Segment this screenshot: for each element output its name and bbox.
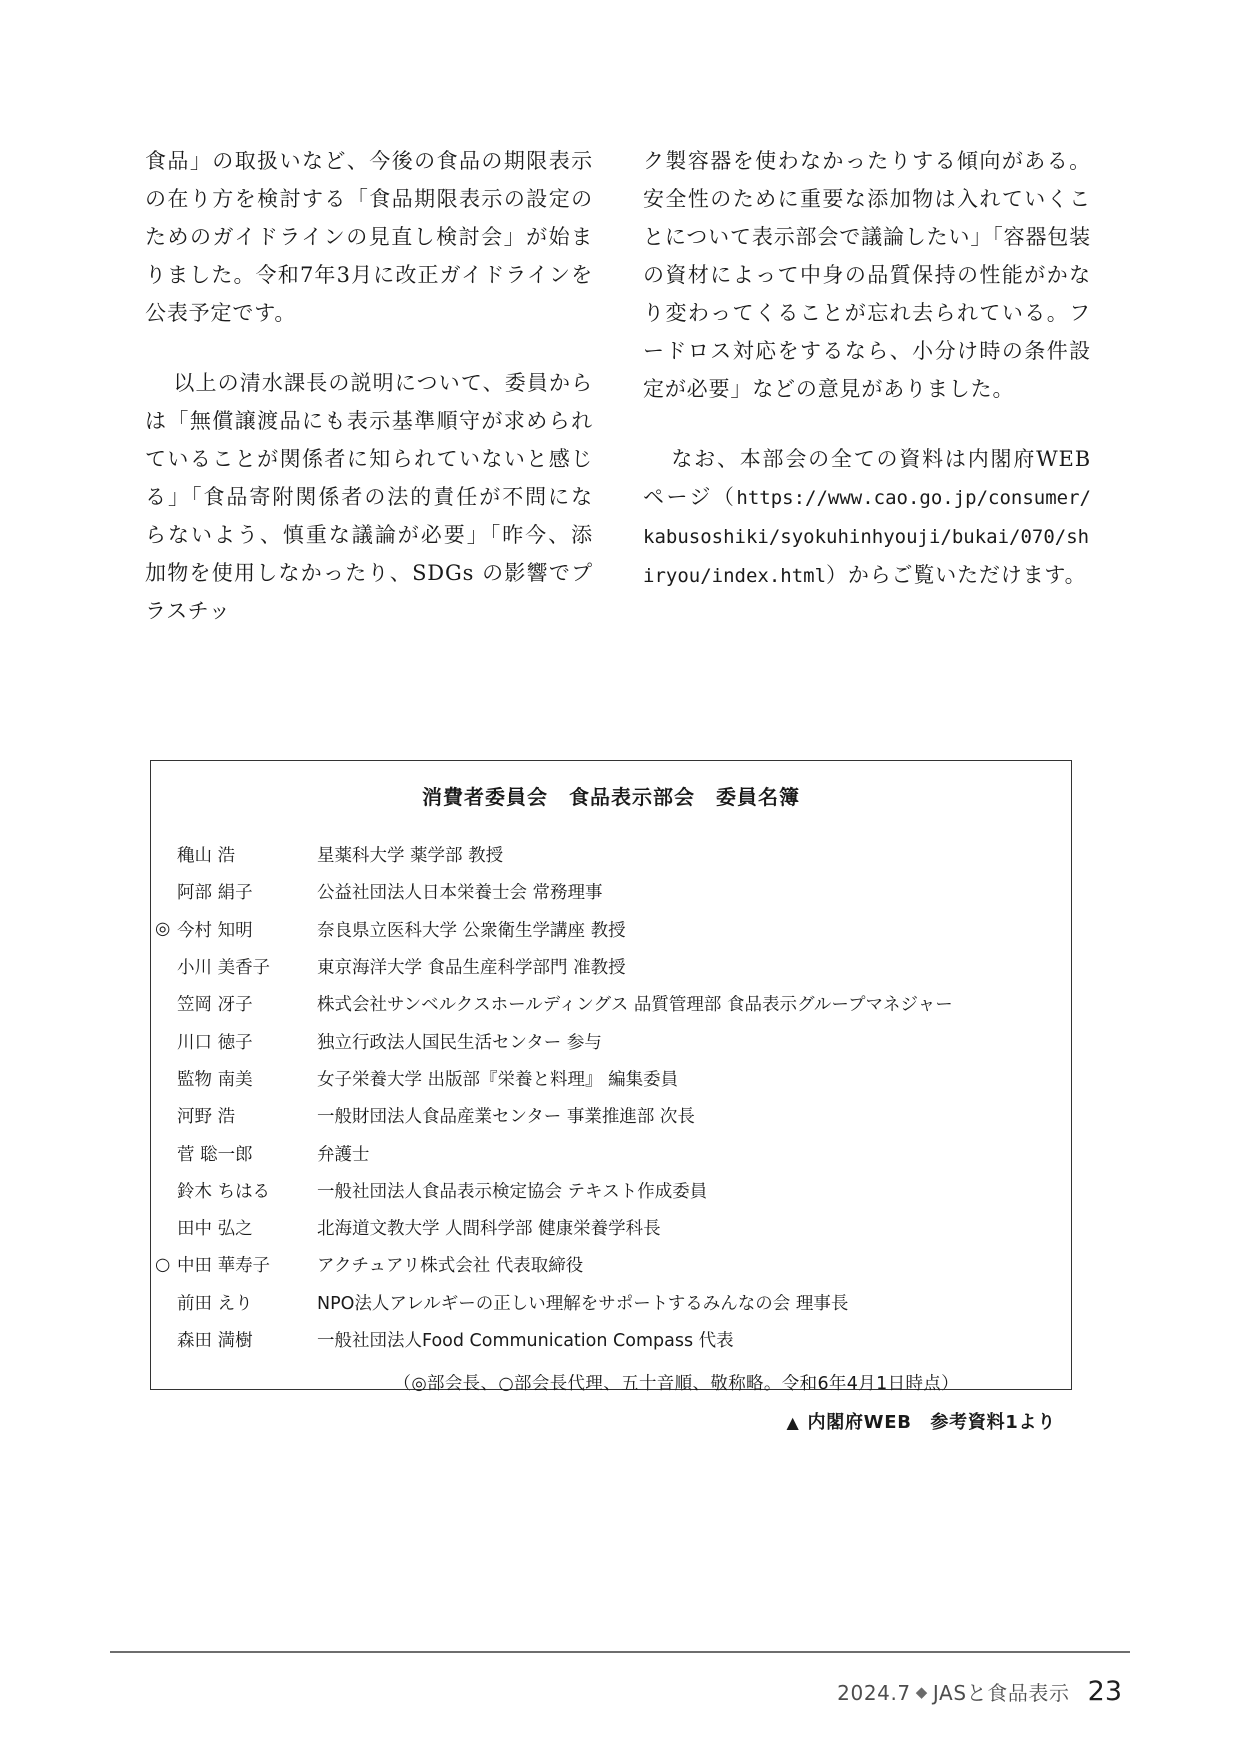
member-affiliation: 一般社団法人Food Communication Compass 代表	[317, 1331, 734, 1351]
member-name: 監物 南美	[177, 1069, 253, 1090]
paragraph-opinions-continued: ク製容器を使わなかったりする傾向がある。安全性のために重要な添加物は入れていくことについて表示部会で議論したい」「容器包装の資材によって中身の品質保持の性能がかなり変わってくることが忘れ去られている。フードロス対応をするなら、小分け時の条件設定が必要」などの意見がありました。	[643, 149, 1091, 401]
roster-row	[151, 911, 1071, 948]
roster-row	[151, 1321, 1071, 1358]
chair-marker: ◎	[155, 919, 171, 940]
member-name: 菅 聡一郎	[177, 1144, 253, 1165]
footer-issue: 2024.7	[837, 1681, 911, 1705]
page-number: 23	[1087, 1676, 1122, 1707]
member-affiliation: 一般社団法人食品表示検定協会 テキスト作成委員	[317, 1181, 708, 1202]
member-affiliation: 一般財団法人食品産業センター 事業推進部 次長	[317, 1107, 695, 1128]
member-affiliation: 独立行政法人国民生活センター 参与	[317, 1032, 602, 1053]
triangle-marker-icon: ▲	[786, 1413, 800, 1432]
cao-website-url: https://www.cao.go.jp/consumer/kabusoshiki/syokuhinhyouji/bukai/070/shiryou/index.html	[643, 487, 1091, 587]
chair-marker: ○	[155, 1254, 171, 1275]
member-name: 笠岡 冴子	[177, 995, 253, 1016]
member-affiliation: 株式会社サンベルクスホールディングス 品質管理部 食品表示グループマネジャー	[317, 995, 953, 1016]
roster-row	[151, 1134, 1071, 1171]
left-text-column	[145, 142, 593, 630]
paragraph-guideline: 食品」の取扱いなど、今後の食品の期限表示の在り方を検討する「食品期限表示の設定のためのガイドラインの見直し検討会」が始まりました。令和7年3月に改正ガイドラインを公表予定です。	[145, 149, 593, 325]
footer-journal-title: JASと食品表示	[932, 1681, 1070, 1705]
page-footer	[837, 1676, 1122, 1707]
roster-row	[151, 1060, 1071, 1097]
member-affiliation: 奈良県立医科大学 公衆衛生学講座 教授	[317, 920, 626, 941]
paragraph-committee-opinions: 以上の清水課長の説明について、委員からは「無償譲渡品にも表示基準順守が求められていることが関係者に知られていないと感じる」「食品寄附関係者の法的責任が不問にならないよう、慎重な議論が必要」「昨今、添加物を使用しなかったり、SDGs の影響でプラスチッ	[145, 371, 593, 623]
roster-title: 消費者委員会 食品表示部会 委員名簿	[422, 785, 800, 809]
right-text-column	[643, 142, 1091, 595]
member-name: 今村 知明	[177, 920, 253, 941]
materials-info-prefix: なお、本部会の全ての資料は内閣府WEBページ（	[643, 447, 1091, 509]
roster-member-list	[151, 836, 1071, 1358]
roster-row	[151, 948, 1071, 985]
member-name: 前田 えり	[177, 1293, 253, 1314]
member-name: 田中 弘之	[177, 1219, 253, 1240]
member-affiliation: 東京海洋大学 食品生産科学部門 准教授	[317, 958, 626, 979]
member-name: 中田 華寿子	[177, 1256, 271, 1277]
member-name: 小川 美香子	[177, 958, 271, 979]
paragraph-materials-info	[643, 440, 1091, 595]
member-name: 河野 浩	[177, 1107, 236, 1128]
member-affiliation: NPO法人アレルギーの正しい理解をサポートするみんなの会 理事長	[317, 1293, 849, 1314]
member-affiliation: 公益社団法人日本栄養士会 常務理事	[317, 883, 603, 904]
roster-row	[151, 1209, 1071, 1246]
member-name: 川口 徳子	[177, 1032, 253, 1053]
roster-row	[151, 873, 1071, 910]
box-source-caption	[786, 1408, 1056, 1434]
member-affiliation: 女子栄養大学 出版部『栄養と料理』 編集委員	[317, 1069, 679, 1090]
committee-roster-box	[150, 760, 1072, 1395]
footer-divider	[110, 1651, 1130, 1653]
roster-row	[151, 1246, 1071, 1283]
roster-row	[151, 1284, 1071, 1321]
member-name: 穐山 浩	[177, 846, 236, 867]
member-affiliation: 星薬科大学 薬学部 教授	[317, 846, 504, 867]
roster-row	[151, 1022, 1071, 1059]
roster-row	[151, 985, 1071, 1022]
roster-row	[151, 836, 1071, 873]
member-affiliation: アクチュアリ株式会社 代表取締役	[317, 1256, 584, 1277]
roster-row	[151, 1172, 1071, 1209]
box-caption-text: 内閣府WEB 参考資料1より	[807, 1412, 1056, 1433]
member-affiliation: 弁護士	[317, 1144, 370, 1165]
member-name: 鈴木 ちはる	[177, 1181, 271, 1202]
materials-info-suffix: ）からご覧いただけます。	[826, 563, 1087, 587]
roster-note: （◎部会長、○部会長代理、五十音順、敬称略。令和6年4月1日時点）	[393, 1374, 959, 1395]
member-name: 森田 満樹	[177, 1331, 253, 1351]
member-affiliation: 北海道文教大学 人間科学部 健康栄養学科長	[317, 1219, 661, 1240]
diamond-icon: ◆	[915, 1682, 928, 1701]
member-name: 阿部 絹子	[177, 883, 253, 904]
roster-row	[151, 1097, 1071, 1134]
